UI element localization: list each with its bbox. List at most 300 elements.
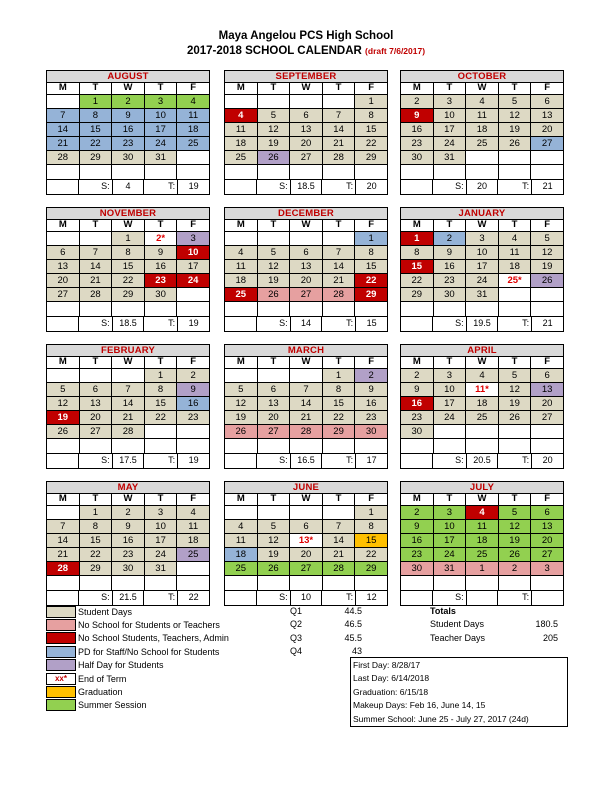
day-cell: 23 [434,274,467,288]
day-cell: 18 [225,548,258,562]
day-cell: 6 [531,369,563,383]
day-cell: 1 [401,232,434,246]
day-cell: 21 [323,548,356,562]
student-days-count: 18.5 [113,317,145,331]
day-cell: 4 [177,95,209,109]
day-cell: 17 [177,260,209,274]
day-cell: 27 [531,137,563,151]
week-row [225,302,387,316]
day-cell: 18 [499,260,532,274]
weekday-header [401,494,563,506]
day-cell [531,439,563,453]
day-cell: 19 [258,137,291,151]
day-cell [112,369,145,383]
legend-swatch [46,632,76,644]
day-cell [499,302,532,316]
day-cell: 30 [401,425,434,439]
day-cell [145,576,178,590]
empty-cell [47,591,79,605]
day-cell: 11* [466,383,499,397]
day-cell: 13 [290,260,323,274]
weekday-label: W [112,83,145,95]
day-cell: 8 [355,109,387,123]
legend-label: PD for Staff/No School for Students [78,646,220,657]
day-cell: 24 [434,137,467,151]
student-days-label: S: [433,317,467,331]
day-cell: 29 [355,151,387,165]
month-march [224,344,388,469]
day-cell: 12 [258,534,291,548]
day-cell: 26 [499,137,532,151]
month-totals-row [401,591,563,605]
week-row [225,534,387,548]
day-cell: 4 [177,506,209,520]
month-may [46,481,210,606]
day-cell [112,302,145,316]
quarter-value: 44.5 [344,606,362,616]
weekday-label: M [401,220,434,232]
day-cell: 9 [355,383,387,397]
day-cell: 14 [290,397,323,411]
day-cell: 21 [112,411,145,425]
quarter-value: 46.5 [344,619,362,630]
day-cell [499,165,532,179]
day-cell: 10 [466,246,499,260]
day-cell: 8 [355,520,387,534]
day-cell [401,576,434,590]
day-cell: 11 [225,260,258,274]
day-cell [290,369,323,383]
weekday-label: T [323,494,356,506]
day-cell: 3 [434,369,467,383]
day-cell [80,439,113,453]
legend-swatch [46,646,76,658]
week-row [225,232,387,246]
weekday-header [225,220,387,232]
day-cell: 14 [47,534,80,548]
day-cell [47,576,80,590]
day-cell: 12 [499,383,532,397]
day-cell [499,439,532,453]
day-cell: 16 [177,397,209,411]
day-cell: 4 [466,369,499,383]
week-row [401,397,563,411]
week-row [47,151,209,165]
totals-teacher-row [430,632,570,645]
day-cell: 2 [401,506,434,520]
week-row [401,439,563,453]
day-cell: 20 [290,274,323,288]
day-cell [47,232,80,246]
teacher-days-label: T: [322,591,356,605]
day-cell: 16 [434,260,467,274]
day-cell [531,576,563,590]
day-cell: 27 [80,425,113,439]
teacher-days-count: 12 [366,591,377,602]
day-cell: 7 [323,520,356,534]
day-cell: 29 [112,288,145,302]
weekday-label: T [80,357,113,369]
week-row [401,109,563,123]
day-cell: 27 [531,411,563,425]
day-cell: 7 [323,109,356,123]
day-cell: 26 [258,288,291,302]
day-cell: 1 [112,232,145,246]
day-cell: 18 [225,274,258,288]
week-row [47,302,209,316]
day-cell: 15 [112,260,145,274]
day-cell: 1 [323,369,356,383]
calendar-title-text: 2017-2018 SCHOOL CALENDAR [186,45,362,57]
student-days-label: S: [257,180,291,194]
day-cell: 27 [290,151,323,165]
week-row [401,95,563,109]
day-cell [258,95,291,109]
day-cell: 1 [145,369,178,383]
month-september [224,70,388,195]
day-cell [355,439,387,453]
weekday-header [401,220,563,232]
day-cell: 12 [47,397,80,411]
month-january [400,207,564,332]
weekday-label: W [112,494,145,506]
day-cell: 6 [531,95,563,109]
day-cell [225,439,258,453]
day-cell [80,165,113,179]
day-cell: 31 [466,288,499,302]
day-cell [290,439,323,453]
makeup-days: Makeup Days: Feb 16, June 14, 15 [353,700,486,711]
day-cell [531,165,563,179]
day-cell [434,165,467,179]
day-cell: 13 [258,397,291,411]
day-cell: 16 [401,123,434,137]
day-cell: 19 [47,411,80,425]
day-cell [112,439,145,453]
day-cell: 4 [225,246,258,260]
day-cell: 1 [355,232,387,246]
month-totals-row [225,180,387,194]
day-cell [323,506,356,520]
weekday-label: M [225,220,258,232]
day-cell: 13* [290,534,323,548]
day-cell: 25 [225,288,258,302]
month-october [400,70,564,195]
week-row [47,520,209,534]
teacher-days-label: T: [144,180,178,194]
day-cell [112,165,145,179]
day-cell: 21 [47,137,80,151]
week-row [225,397,387,411]
teacher-days-label: T: [498,454,532,468]
day-cell: 23 [401,548,434,562]
week-row [225,548,387,562]
teacher-days-label: T: [498,180,532,194]
month-april [400,344,564,469]
day-cell: 6 [290,246,323,260]
day-cell: 22 [323,411,356,425]
day-cell: 6 [531,506,563,520]
day-cell [258,302,291,316]
teacher-days-label: T: [144,454,178,468]
day-cell: 24 [145,548,178,562]
day-cell: 3 [434,95,467,109]
week-row [401,520,563,534]
legend-item-closed [46,632,280,645]
day-cell: 9 [145,246,178,260]
day-cell: 18 [466,534,499,548]
weekday-label: F [355,220,387,232]
totals-student-row [430,618,570,631]
day-cell [145,425,178,439]
day-cell: 28 [323,151,356,165]
legend-item-noschool [46,618,280,631]
teacher-days-label: T: [322,454,356,468]
day-cell: 30 [401,151,434,165]
day-cell: 22 [80,548,113,562]
day-cell [290,302,323,316]
student-days-label: S: [257,454,291,468]
day-cell: 16 [355,397,387,411]
day-cell [401,302,434,316]
day-cell: 20 [290,548,323,562]
week-row [225,383,387,397]
week-row [225,137,387,151]
student-days-count: 4 [113,180,145,194]
weekday-label: W [290,357,323,369]
week-row [225,288,387,302]
student-days-count: 20.5 [467,454,499,468]
weekday-label: T [258,220,291,232]
day-cell: 26 [258,151,291,165]
day-cell: 2 [401,369,434,383]
day-cell [499,288,532,302]
week-row [225,260,387,274]
weekday-label: T [80,83,113,95]
day-cell: 2 [112,506,145,520]
day-cell: 22 [355,274,387,288]
week-row [47,232,209,246]
weekday-label: F [177,494,209,506]
day-cell [47,369,80,383]
day-cell [499,425,532,439]
day-cell [290,232,323,246]
student-days-label: S: [433,591,467,605]
day-cell: 25* [499,274,532,288]
day-cell [323,232,356,246]
month-name: AUGUST [47,71,209,83]
day-cell: 29 [355,562,387,576]
weekday-label: M [47,220,80,232]
day-cell: 8 [80,109,113,123]
legend [46,605,280,712]
day-cell: 19 [258,274,291,288]
weekday-label: M [401,83,434,95]
day-cell: 8 [80,520,113,534]
day-cell: 18 [225,137,258,151]
day-cell: 19 [225,411,258,425]
first-day: First Day: 8/28/17 [353,660,421,670]
day-cell [499,576,532,590]
day-cell: 13 [47,260,80,274]
day-cell [290,165,323,179]
weekday-label: T [258,83,291,95]
day-cell: 7 [47,520,80,534]
day-cell: 14 [80,260,113,274]
student-days-label: S: [79,317,113,331]
day-cell: 5 [499,369,532,383]
day-cell [80,369,113,383]
day-cell [258,439,291,453]
day-cell: 16 [112,534,145,548]
day-cell: 14 [47,123,80,137]
weekday-label: T [499,83,532,95]
weekday-label: T [145,357,178,369]
week-row [47,383,209,397]
day-cell: 12 [225,397,258,411]
month-name: OCTOBER [401,71,563,83]
student-days-label: S: [79,180,113,194]
weekday-label: T [499,494,532,506]
month-totals-row [225,591,387,605]
day-cell: 15 [401,260,434,274]
day-cell: 23 [112,137,145,151]
day-cell: 4 [466,506,499,520]
day-cell: 14 [323,123,356,137]
day-cell: 13 [531,520,563,534]
weekday-label: F [177,357,209,369]
day-cell [225,369,258,383]
day-cell: 27 [47,288,80,302]
day-cell: 30 [434,288,467,302]
student-days-count: 18.5 [291,180,323,194]
day-cell: 27 [290,288,323,302]
day-cell: 22 [355,548,387,562]
day-cell [531,425,563,439]
week-row [225,411,387,425]
day-cell: 20 [531,397,563,411]
day-cell: 21 [323,274,356,288]
day-cell: 9 [401,520,434,534]
week-row [225,123,387,137]
day-cell [466,439,499,453]
day-cell: 5 [258,246,291,260]
day-cell: 8 [355,246,387,260]
day-cell: 29 [80,151,113,165]
legend-swatch [46,659,76,671]
day-cell [323,165,356,179]
day-cell [177,302,209,316]
day-cell: 17 [434,397,467,411]
week-row [47,397,209,411]
day-cell: 22 [112,274,145,288]
day-cell: 1 [466,562,499,576]
weekday-label: M [47,494,80,506]
day-cell: 20 [258,411,291,425]
day-cell: 27 [531,548,563,562]
day-cell: 24 [434,411,467,425]
totals-teacher-value: 205 [542,632,558,643]
day-cell: 17 [466,260,499,274]
weekday-label: T [434,357,467,369]
week-row [225,109,387,123]
day-cell: 30 [145,288,178,302]
day-cell: 5 [258,109,291,123]
day-cell: 26 [499,411,532,425]
teacher-days-label: T: [498,317,532,331]
month-name: FEBRUARY [47,345,209,357]
day-cell: 3 [531,562,563,576]
day-cell [355,576,387,590]
day-cell: 27 [290,562,323,576]
day-cell: 8 [112,246,145,260]
day-cell: 7 [323,246,356,260]
day-cell: 5 [499,506,532,520]
month-totals-row [47,591,209,605]
student-days-count [467,591,499,605]
day-cell: 6 [258,383,291,397]
day-cell: 12 [258,260,291,274]
day-cell [499,151,532,165]
weekday-header [225,83,387,95]
day-cell: 3 [145,506,178,520]
day-cell: 2 [112,95,145,109]
day-cell: 30 [112,562,145,576]
week-row [47,562,209,576]
teacher-days-count: 21 [542,317,553,328]
legend-item-half [46,659,280,672]
day-cell: 28 [80,288,113,302]
month-june [224,481,388,606]
day-cell: 30 [355,425,387,439]
day-cell: 16 [401,534,434,548]
day-cell: 2 [355,369,387,383]
weekday-label: M [401,494,434,506]
teacher-days-label: T: [322,180,356,194]
day-cell: 2 [401,95,434,109]
weekday-label: T [323,83,356,95]
student-days-label: S: [433,454,467,468]
day-cell: 24 [466,274,499,288]
day-cell: 9 [401,109,434,123]
month-december [224,207,388,332]
day-cell: 6 [47,246,80,260]
day-cell: 9 [401,383,434,397]
empty-cell [225,317,257,331]
month-name: MARCH [225,345,387,357]
day-cell [290,506,323,520]
week-row [225,369,387,383]
day-cell: 19 [499,397,532,411]
day-cell: 23 [177,411,209,425]
week-row [47,288,209,302]
weekday-label: F [355,357,387,369]
day-cell: 13 [290,123,323,137]
day-cell: 5 [258,520,291,534]
day-cell: 20 [47,274,80,288]
day-cell [466,425,499,439]
week-row [47,109,209,123]
day-cell: 10 [145,520,178,534]
teacher-days-count: 20 [366,180,377,191]
day-cell [47,302,80,316]
week-row [47,506,209,520]
day-cell [225,232,258,246]
month-totals-row [401,454,563,468]
day-cell: 1 [80,506,113,520]
student-days-count: 16.5 [291,454,323,468]
weekday-label: T [145,83,178,95]
